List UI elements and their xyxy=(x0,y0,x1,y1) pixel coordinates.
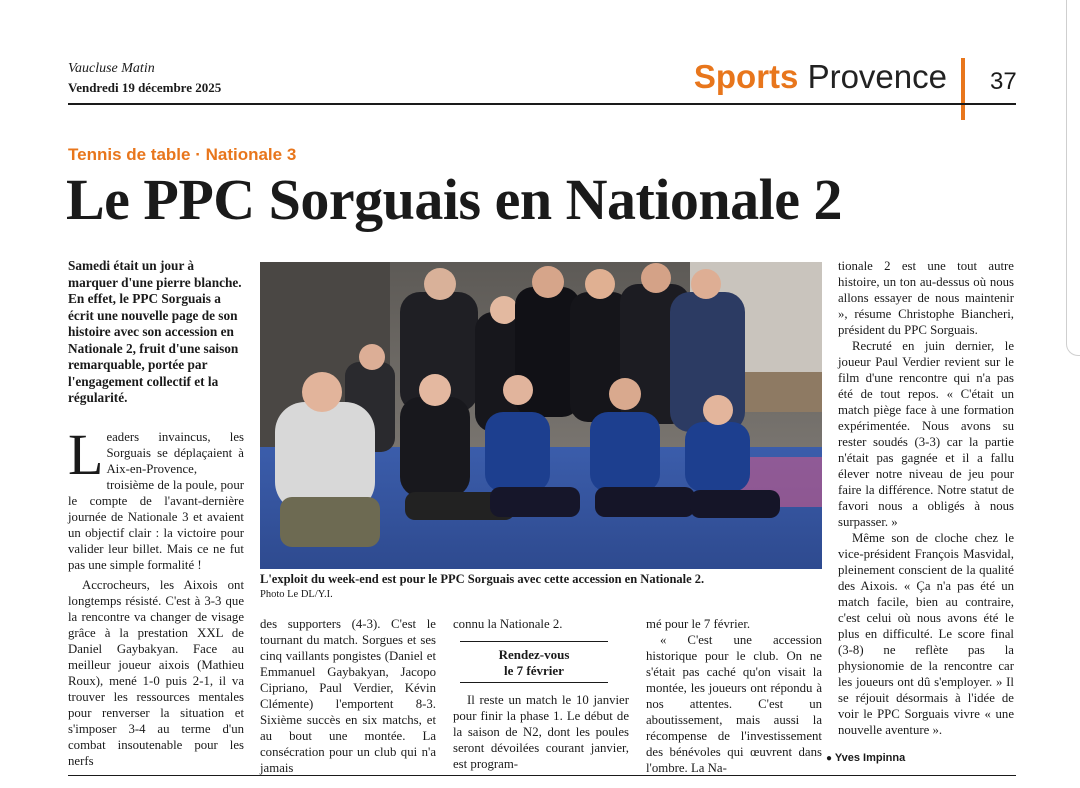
page-number: 37 xyxy=(990,68,1017,95)
photo-caption: L'exploit du week-end est pour le PPC Sorguais avec cette accession en Nationale 2. xyxy=(260,572,705,586)
team-photo-image xyxy=(260,262,822,569)
body-paragraph xyxy=(68,421,244,573)
article-headline: Le PPC Sorguais en Nationale 2 xyxy=(66,167,843,232)
body-paragraph: Accrocheurs, les Aixois ont longtemps résisté. C'est à 3-3 que la rencontre va changer de visage grâce à la prestation XXL de Daniel Gaybakyan. Face au meilleur joueur aixois (Mathieu Roux), mené 1-0 puis 2-1, il va trouver les ressources mentales pour renverser la situation et s'imposer 3-4 au terme d'un combat insoutenable pour les nerfs xyxy=(68,577,244,768)
scrollbar-track[interactable] xyxy=(1066,0,1080,356)
article-kicker: Tennis de table · Nationale 3 xyxy=(68,145,297,164)
body-paragraph: Recruté en juin dernier, le joueur Paul Verdier revient sur le film d'une rencontre qui n'a pas été de tout repos. « C'était un match piège face à une formation expérimentée. Nous avons su rester soudés (3-3) car la partie n'était pas gagnée et il a fallu élever notre niveau de jeu pour faire la différence. Notre statut de favori nous a obligés à nous surpasser. » xyxy=(838,339,1014,529)
photo-credit: Photo Le DL/Y.I. xyxy=(260,589,333,600)
body-paragraph: Il reste un match le 10 janvier pour finir la phase 1. Le début de la saison de N2, dont les poules seront dévoilées courant janvier, est program- xyxy=(453,693,629,771)
body-text: eaders invaincus, les Sorguais se déplaçaient à Aix-en-Provence, troisième de la poule, pour le compte de l'avant-dernière journée de Nationale 3 et avaient un objectif clair : la victoire pour valider leur billet. Mais ce ne fut pas une simple formalité ! xyxy=(68,429,244,572)
boxout-title xyxy=(460,647,608,679)
body-paragraph: connu la Nationale 2. xyxy=(453,617,563,631)
masthead-rule xyxy=(68,103,1016,105)
body-paragraph: tionale 2 est une tout autre histoire, un ton au-dessus où nous allons essayer de nous maintenir », résume Christophe Biancheri, président du PPC Sorguais. xyxy=(838,259,1014,337)
dropcap: L xyxy=(68,421,104,487)
section-title xyxy=(694,58,947,96)
body-paragraph: Même son de cloche chez le vice-président François Masvidal, pleinement conscient de la qualité des Aixois. « Ça n'a pas été un match facile, bien au contraire, c'est celui où nous avons été le plus en difficulté. Le score final (3-8) ne reflète pas la physionomie de la rencontre car les joueurs ont dû s'employer. » Il se réjouit désormais à l'idée de voir le PPC Sorguais vivre « une nouvelle aventure ». xyxy=(838,531,1014,737)
column-1 xyxy=(68,258,244,769)
boxout-title-line-2: le 7 février xyxy=(504,663,564,678)
byline-bullet-icon: ● xyxy=(826,753,833,764)
boxout-title-line-1: Rendez-vous xyxy=(498,647,570,662)
body-paragraph: « C'est une accession historique pour le club. On ne s'était pas caché qu'on visait la montée, les joueurs ont répondu à nos attentes. C'est un aboutissement, mais aussi la récompense de l'investissement des bénévoles qui œuvrent dans l'ombre. La Na- xyxy=(646,633,822,775)
section-word-region: Provence xyxy=(807,58,947,95)
author-byline xyxy=(826,752,905,764)
team-photo xyxy=(260,262,822,569)
article-lead: Samedi était un jour à marquer d'une pierre blanche. En effet, le PPC Sorguais a écrit une nouvelle page de son histoire avec son accession en Nationale 2, fruit d'une saison remarquable, portée par l'engagement collectif et la régularité. xyxy=(68,258,242,405)
boxout-top-rule xyxy=(460,641,608,642)
body-paragraph: mé pour le 7 février. xyxy=(646,617,751,631)
column-2 xyxy=(260,616,436,776)
author-name: Yves Impinna xyxy=(834,752,906,764)
section-divider xyxy=(961,58,965,120)
footer-rule xyxy=(68,775,1016,776)
column-3-lower xyxy=(453,692,629,772)
column-4 xyxy=(646,616,822,776)
column-5 xyxy=(838,258,1014,738)
section-word-sports: Sports xyxy=(693,58,799,95)
boxout-bottom-rule xyxy=(460,682,608,683)
issue-date: Vendredi 19 décembre 2025 xyxy=(68,80,222,95)
publication-name: Vaucluse Matin xyxy=(68,61,155,76)
column-3 xyxy=(453,616,629,632)
body-paragraph: des supporters (4-3). C'est le tournant du match. Sorgues et ses cinq vaillants pongistes (Daniel et Emmanuel Gaybakyan, Jacopo Cipriano, Paul Verdier, Kévin Clémente) l'emportent 8-3. Sixième succès en six matchs, et au bout une montée. La consécration pour un club qui n'a jamais xyxy=(260,617,436,775)
